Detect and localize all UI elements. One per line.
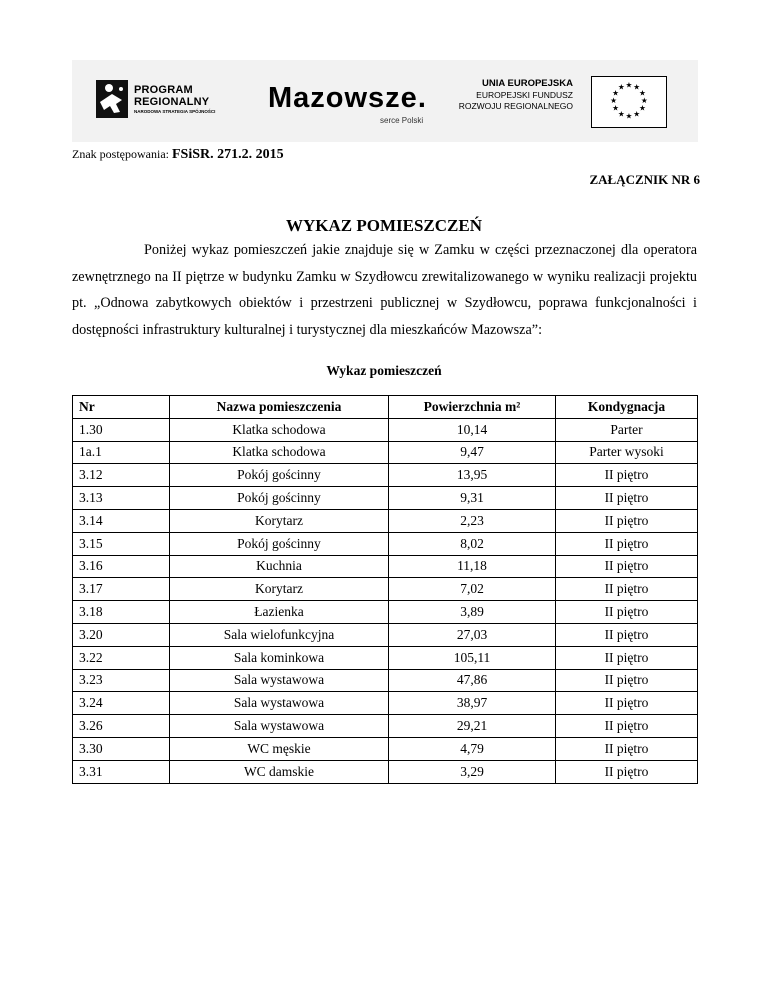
cell-room-name: Łazienka	[170, 601, 389, 624]
table-row	[73, 601, 698, 624]
cell-area: 13,95	[389, 464, 556, 487]
cell-room-name: Sala wystawowa	[170, 715, 389, 738]
table-row	[73, 441, 698, 464]
cell-area: 8,02	[389, 532, 556, 555]
cell-room-name: Korytarz	[170, 509, 389, 532]
rooms-table	[72, 395, 698, 784]
table-row	[73, 532, 698, 555]
cell-floor: II piętro	[556, 555, 698, 578]
cell-nr: 3.31	[73, 760, 170, 783]
program-label: PROGRAM	[134, 83, 193, 96]
table-row	[73, 737, 698, 760]
cell-room-name: Klatka schodowa	[170, 441, 389, 464]
case-reference	[72, 147, 284, 163]
cell-nr: 3.14	[73, 509, 170, 532]
cell-floor: II piętro	[556, 464, 698, 487]
strategy-label: NARODOWA STRATEGIA SPÓJNOŚCI	[134, 108, 216, 114]
table-row	[73, 715, 698, 738]
cell-room-name: Klatka schodowa	[170, 418, 389, 441]
eu-title: UNIA EUROPEJSKA	[482, 78, 573, 89]
table-row	[73, 418, 698, 441]
table-row	[73, 464, 698, 487]
cell-nr: 1a.1	[73, 441, 170, 464]
cell-area: 3,29	[389, 760, 556, 783]
table-row	[73, 578, 698, 601]
program-regionalny-emblem-icon	[96, 80, 128, 118]
cell-nr: 3.22	[73, 646, 170, 669]
cell-room-name: WC damskie	[170, 760, 389, 783]
cell-floor: II piętro	[556, 487, 698, 510]
case-reference-value: FSiSR. 271.2. 2015	[171, 147, 284, 162]
cell-floor: Parter	[556, 418, 698, 441]
svg-text:★: ★	[625, 111, 633, 121]
page-title: WYKAZ POMIESZCZEŃ	[286, 216, 482, 235]
svg-text:★: ★	[633, 82, 641, 92]
cell-room-name: Kuchnia	[170, 555, 389, 578]
table-row	[73, 555, 698, 578]
cell-area: 38,97	[389, 692, 556, 715]
cell-nr: 3.30	[73, 737, 170, 760]
cell-area: 2,23	[389, 509, 556, 532]
svg-text:★: ★	[617, 82, 625, 92]
svg-text:★: ★	[612, 88, 619, 98]
cell-floor: II piętro	[556, 601, 698, 624]
cell-floor: II piętro	[556, 509, 698, 532]
svg-text:★: ★	[633, 109, 641, 119]
cell-area: 7,02	[389, 578, 556, 601]
svg-text:★: ★	[640, 95, 648, 105]
cell-area: 29,21	[389, 715, 556, 738]
cell-area: 9,31	[389, 487, 556, 510]
cell-floor: II piętro	[556, 715, 698, 738]
cell-floor: II piętro	[556, 646, 698, 669]
cell-nr: 3.17	[73, 578, 170, 601]
cell-area: 11,18	[389, 555, 556, 578]
cell-area: 105,11	[389, 646, 556, 669]
cell-nr: 3.23	[73, 669, 170, 692]
svg-text:★: ★	[612, 103, 619, 113]
svg-text:★: ★	[625, 80, 633, 90]
cell-floor: II piętro	[556, 760, 698, 783]
cell-area: 27,03	[389, 623, 556, 646]
eu-text	[455, 78, 573, 112]
header-room-name: Nazwa pomieszczenia	[170, 396, 389, 419]
cell-area: 9,47	[389, 441, 556, 464]
svg-text:★: ★	[610, 95, 618, 105]
cell-room-name: Sala wielofunkcyjna	[170, 623, 389, 646]
intro-paragraph: Poniżej wykaz pomieszczeń jakie znajduje się w Zamku w części przeznaczonej dla operatora zewnętrznego na II piętrze w budynku Zamku w Szydłowcu zrewitalizowanego w wyniku realizacji projektu pt. „Odnowa zabytkowych obiektów i przestrzeni publicznej w Szydłowcu, poprawa funkcjonalności i dostępności infrastruktury kulturalnej i turystycznej dla mieszkańców Mazowsza”:	[72, 242, 697, 338]
table-row	[73, 669, 698, 692]
cell-room-name: WC męskie	[170, 737, 389, 760]
table-row	[73, 760, 698, 783]
eu-fund-line1: EUROPEJSKI FUNDUSZ	[476, 90, 573, 100]
annex-number: ZAŁĄCZNIK NR 6	[589, 172, 700, 187]
cell-area: 4,79	[389, 737, 556, 760]
regionalny-label: REGIONALNY	[134, 95, 210, 108]
header-floor: Kondygnacja	[556, 396, 698, 419]
cell-nr: 1.30	[73, 418, 170, 441]
table-row	[73, 646, 698, 669]
cell-nr: 3.16	[73, 555, 170, 578]
header-nr: Nr	[73, 396, 170, 419]
eu-fund-line2: ROZWOJU REGIONALNEGO	[458, 101, 573, 111]
table-row	[73, 692, 698, 715]
cell-area: 3,89	[389, 601, 556, 624]
cell-room-name: Pokój gościnny	[170, 487, 389, 510]
cell-floor: II piętro	[556, 578, 698, 601]
cell-nr: 3.20	[73, 623, 170, 646]
table-row	[73, 487, 698, 510]
cell-room-name: Sala kominkowa	[170, 646, 389, 669]
cell-floor: II piętro	[556, 623, 698, 646]
cell-area: 47,86	[389, 669, 556, 692]
table-caption: Wykaz pomieszczeń	[326, 363, 442, 378]
cell-nr: 3.26	[73, 715, 170, 738]
svg-text:★: ★	[639, 88, 646, 98]
program-regionalny-logo	[96, 80, 215, 118]
cell-floor: Parter wysoki	[556, 441, 698, 464]
table-body	[73, 418, 698, 783]
cell-floor: II piętro	[556, 692, 698, 715]
mazowsze-logo	[268, 82, 448, 132]
mazowsze-wordmark: Mazowsze.	[268, 82, 427, 114]
svg-text:★: ★	[639, 103, 646, 113]
case-reference-label: Znak postępowania:	[72, 147, 169, 161]
cell-nr: 3.12	[73, 464, 170, 487]
cell-nr: 3.13	[73, 487, 170, 510]
cell-nr: 3.24	[73, 692, 170, 715]
cell-room-name: Sala wystawowa	[170, 669, 389, 692]
table-header-row	[73, 396, 698, 419]
cell-room-name: Sala wystawowa	[170, 692, 389, 715]
svg-text:★: ★	[617, 109, 625, 119]
cell-floor: II piętro	[556, 669, 698, 692]
table-row	[73, 623, 698, 646]
header-area: Powierzchnia m²	[389, 396, 556, 419]
eu-flag-icon	[591, 76, 667, 128]
cell-area: 10,14	[389, 418, 556, 441]
cell-nr: 3.15	[73, 532, 170, 555]
cell-room-name: Pokój gościnny	[170, 532, 389, 555]
cell-nr: 3.18	[73, 601, 170, 624]
cell-floor: II piętro	[556, 737, 698, 760]
mazowsze-tagline: serce Polski	[380, 116, 424, 125]
logo-bar	[72, 60, 698, 142]
cell-room-name: Pokój gościnny	[170, 464, 389, 487]
cell-floor: II piętro	[556, 532, 698, 555]
table-row	[73, 509, 698, 532]
cell-room-name: Korytarz	[170, 578, 389, 601]
